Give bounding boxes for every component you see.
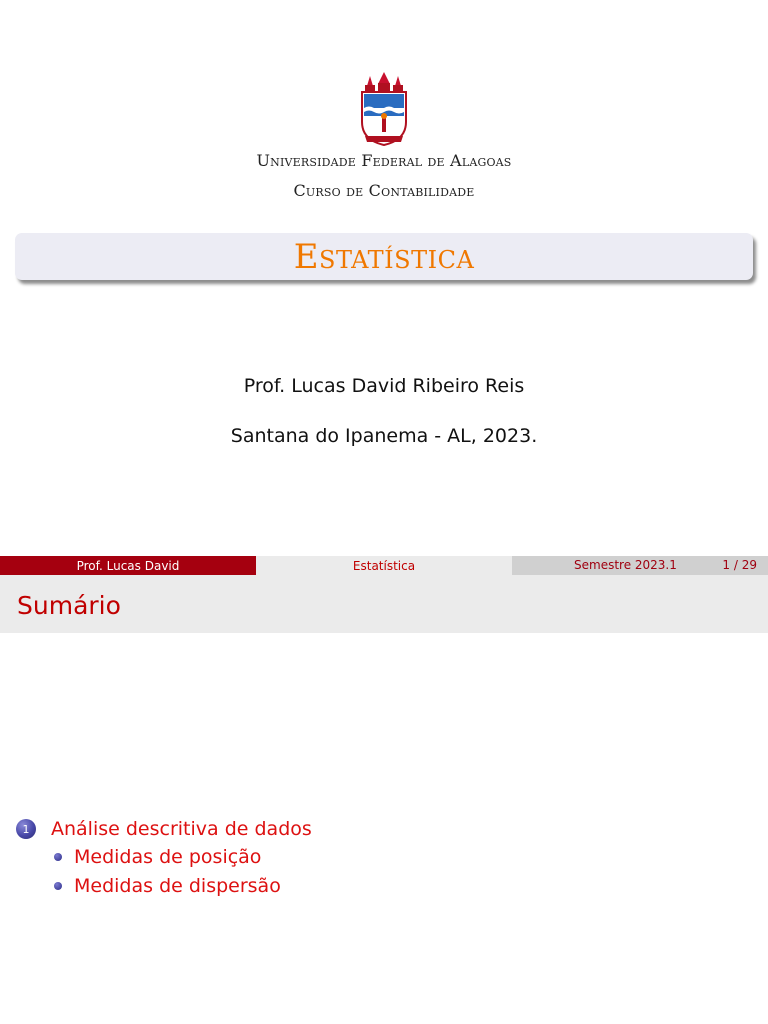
toc-subsection-label[interactable]: Medidas de dispersão	[74, 875, 281, 897]
footer-page-number: 1 / 29	[722, 558, 757, 572]
toc-subsection-label[interactable]: Medidas de posição	[74, 846, 262, 868]
presentation-title: Estatística	[293, 236, 475, 277]
footer-right-segment	[512, 556, 768, 575]
course-name: Curso de Contabilidade	[293, 181, 475, 200]
footer-semester: Semestre 2023.1	[574, 558, 677, 572]
toc-subsection-item[interactable]	[54, 875, 281, 897]
footer-title: Estatística	[256, 556, 512, 575]
place-date: Santana do Ipanema - AL, 2023.	[230, 425, 538, 447]
frame-title: Sumário	[17, 591, 121, 620]
bullet-icon	[54, 853, 62, 861]
university-crest-icon	[359, 72, 409, 148]
toc-section-label[interactable]: Análise descritiva de dados	[51, 818, 312, 840]
toc-section-item[interactable]	[16, 818, 312, 840]
slide-footer	[0, 556, 768, 575]
author-name: Prof. Lucas David Ribeiro Reis	[243, 375, 525, 397]
toc-subsection-item[interactable]	[54, 846, 261, 868]
section-number-badge: 1	[16, 819, 36, 839]
footer-author: Prof. Lucas David	[0, 556, 256, 575]
bullet-icon	[54, 882, 62, 890]
university-name: Universidade Federal de Alagoas	[256, 151, 512, 170]
title-box	[15, 233, 753, 280]
frame-title-bar	[0, 575, 768, 633]
